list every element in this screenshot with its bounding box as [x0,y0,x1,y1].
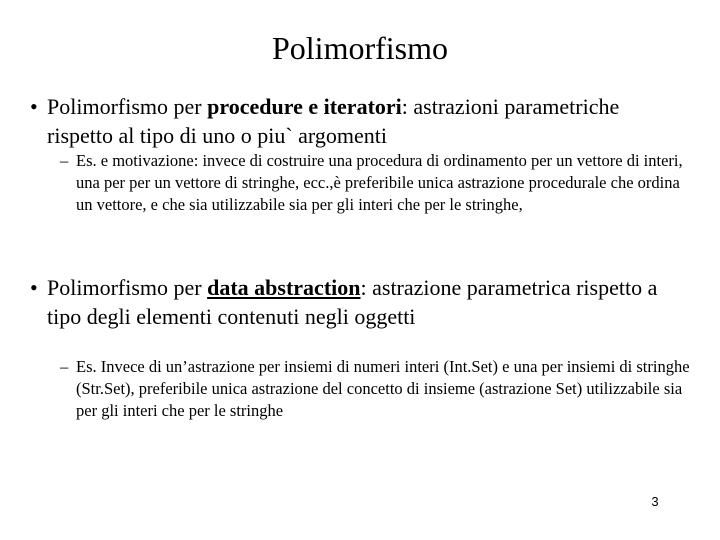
bullet-text [30,92,690,150]
sub-bullet-motivazione [60,150,695,216]
slide-title: Polimorfismo [271,30,448,66]
bullet-prefix: Polimorfismo per [47,94,208,119]
sub-bullet-marker: – [60,151,69,170]
page-number: 3 [651,494,659,509]
bullet-emphasis: procedure e iteratori [207,94,402,119]
bullet-text [30,273,690,331]
sub-bullet-text: Es. e motivazione: invece di costruire una procedura di ordinamento per un vettore di interi, una per per un vettore di stringhe, ecc.,è preferibile unica astrazione procedurale che ordina un vettore, e che sia utilizzabile sia per gli interi che per le stringhe, [76,151,683,214]
sub-bullet-marker: – [60,357,69,376]
bullet-procedure-iteratori [30,92,690,150]
bullet-prefix: Polimorfismo per [47,275,208,300]
bullet-suffix: : astrazione parametrica rispetto a tipo degli elementi contenuti negli oggetti [47,275,658,329]
bullet-suffix: : astrazioni parametriche rispetto al tipo di uno o piu` argomenti [47,94,620,148]
bullet-emphasis: data abstraction [207,275,361,300]
bullet-marker: • [30,94,38,119]
bullet-data-abstraction [30,273,690,331]
sub-bullet-esempio-insiemi [60,356,695,422]
bullet-marker: • [30,275,38,300]
sub-bullet-text: Es. Invece di un’astrazione per insiemi di numeri interi (Int.Set) e una per insiemi di stringhe (Str.Set), preferibile unica astrazione del concetto di insieme (astrazione Set) utilizzabile sia per gli interi che per le stringhe [76,357,690,420]
